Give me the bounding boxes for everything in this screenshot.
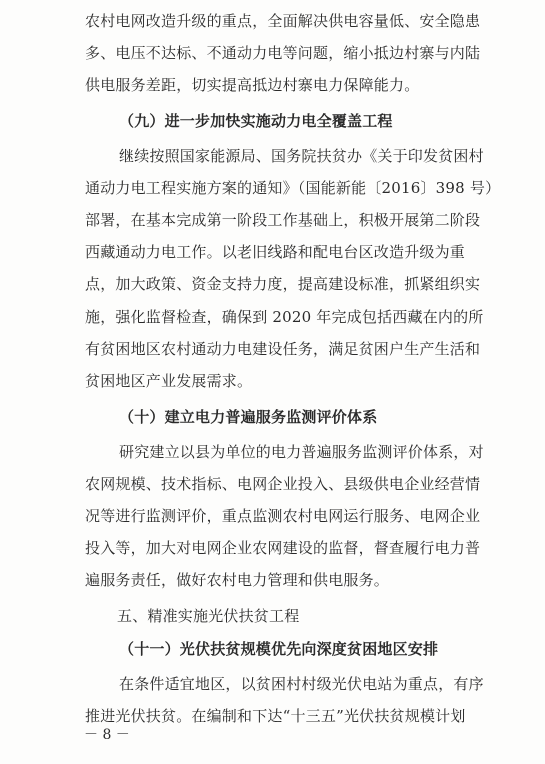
paragraph-line: 投入等，加大对电网企业农网建设的监督，督查履行电力普	[85, 539, 481, 557]
paragraph-line: 贫困地区产业发展需求。	[85, 372, 253, 390]
paragraph-line: 继续按照国家能源局、国务院扶贫办《关于印发贫困村	[119, 147, 484, 165]
paragraph-line: 多、电压不达标、不通动力电等问题，缩小抵边村寨与内陆	[85, 44, 481, 62]
paragraph-line: 况等进行监测评价，重点监测农村电网运行服务、电网企业	[85, 507, 481, 525]
paragraph-line: 供电服务差距，切实提高抵边村寨电力保障能力。	[85, 76, 420, 94]
paragraph-line: 有贫困地区农村通动力电建设任务，满足贫困户生产生活和	[85, 340, 481, 358]
section-heading-9: （九）进一步加快实施动力电全覆盖工程	[119, 112, 393, 130]
section-heading-11: （十一）光伏扶贫规模优先向深度贫困地区安排	[119, 640, 439, 658]
paragraph-line: 在条件适宜地区，以贫困村村级光伏电站为重点，有序	[119, 675, 484, 693]
chapter-heading-5: 五、精准实施光伏扶贫工程	[117, 607, 300, 625]
paragraph-line: 点，加大政策、资金支持力度，提高建设标准，抓紧组织实	[85, 275, 481, 293]
paragraph-line: 通动力电工程实施方案的通知》（国能新能〔2016〕398 号）	[85, 179, 501, 197]
paragraph-line: 农村电网改造升级的重点，全面解决供电容量低、安全隐患	[85, 12, 481, 30]
page-number: － 8 －	[84, 727, 130, 743]
paragraph-line: 遍服务责任，做好农村电力管理和供电服务。	[85, 571, 390, 589]
paragraph-line: 部署，在基本完成第一阶段工作基础上，积极开展第二阶段	[85, 211, 481, 229]
paragraph-line: 施，强化监督检查，确保到 2020 年完成包括西藏在内的所	[85, 308, 484, 326]
paragraph-line: 研究建立以县为单位的电力普遍服务监测评价体系，对	[119, 443, 484, 461]
paragraph-line: 农网规模、技术指标、电网企业投入、县级供电企业经营情	[85, 475, 481, 493]
paragraph-line: 推进光伏扶贫。在编制和下达“十三五”光伏扶贫规模计划	[85, 707, 466, 725]
paragraph-line: 西藏通动力电工作。以老旧线路和配电台区改造升级为重	[85, 243, 466, 261]
section-heading-10: （十）建立电力普遍服务监测评价体系	[119, 408, 378, 426]
